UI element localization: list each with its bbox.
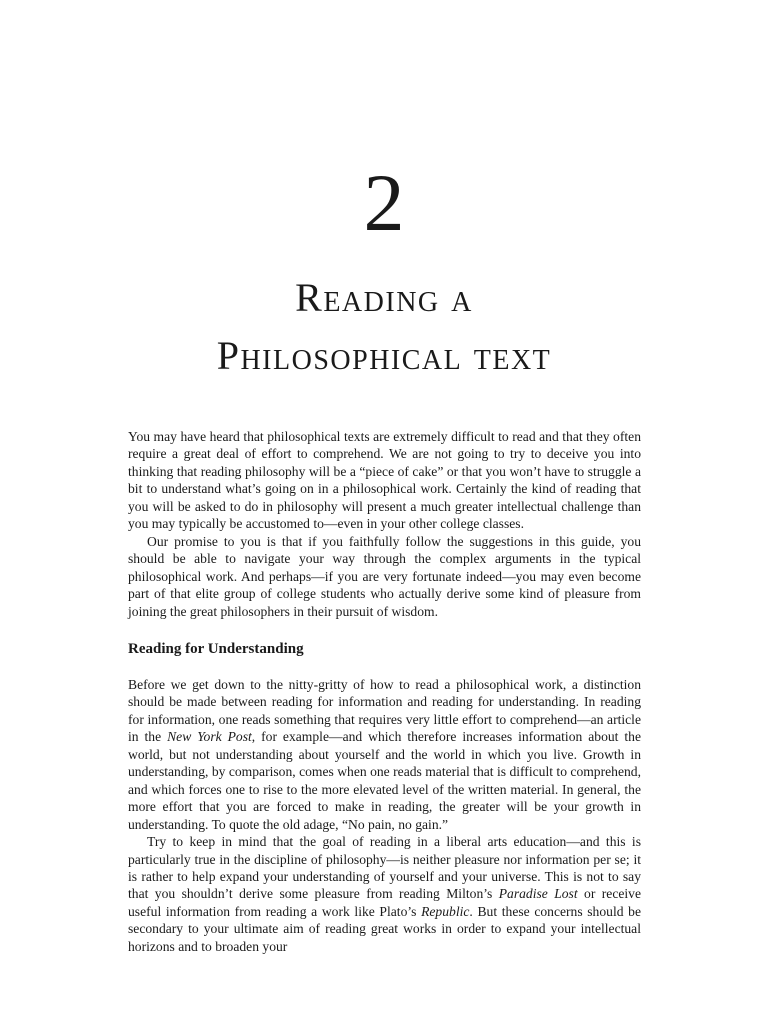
intro-text <box>128 428 641 620</box>
section-heading: Reading for Understanding <box>128 641 304 657</box>
section-p1-text-1: Before we get down to the nitty-gritty of how to read a philosophical work, a distinction should be made between reading for information and reading for understanding. In reading for information, one reads something that requires very little effort to comprehend—an article in the <box>128 677 641 745</box>
intro-paragraph-2: Our promise to you is that if you faithfully follow the suggestions in this guide, you should be able to navigate your way through the complex arguments in the typical philosophical work. And perhaps—if you are very fortunate indeed—you may even become part of that elite group of college students who actually derive some kind of pleasure from joining the great philosophers in their pursuit of wisdom. <box>128 533 641 619</box>
section-text <box>128 676 641 955</box>
section-p2-text-2: or receive useful information from reading a work like Plato’s <box>128 886 642 919</box>
section-p2-text-1: Try to keep in mind that the goal of reading in a liberal arts education—and this is particularly true in the discipline of philosophy—is neither pleasure nor information per se; it is rather to help expand your understanding of yourself and your universe. This is not to say that you shouldn’t derive some pleasure from reading Milton’s <box>128 834 641 902</box>
intro-paragraph-1: You may have heard that philosophical texts are extremely difficult to read and that they often require a great deal of effort to comprehend. We are not going to try to deceive you into thinking that reading philosophy will be a “piece of cake” or that you won’t have to struggle a bit to understand what’s going on in a philosophical work. Certainly the kind of reading that you will be asked to do in philosophy will present a much greater intellectual challenge than you may typically be accustomed to—even in your other college classes. <box>128 429 641 532</box>
chapter-title-line-1: Reading a <box>295 275 473 320</box>
section-p2-text-3: . But these concerns should be secondary to your ultimate aim of reading great works in order to expand your intellectual horizons and to broaden your <box>128 903 641 954</box>
section-p2-italic-2: Republic <box>421 903 470 919</box>
chapter-number: 2 <box>363 157 405 248</box>
section-paragraph-1 <box>128 676 641 833</box>
section-p1-text-2: , for example—and which therefore increases information about the world, but not understanding about yourself and the world in which you live. Growth in understanding, by comparison, comes when one reads material that is difficult to comprehend, and which forces one to rise to the more elevated level of the written material. In general, the more effort that you are forced to make in reading, the greater will be your growth in understanding. To quote the old adage, “No pain, no gain.” <box>128 729 641 832</box>
chapter-title-line-2: Philosophical text <box>216 333 552 378</box>
section-paragraph-2 <box>128 833 641 955</box>
section-p2-italic-1: Paradise Lost <box>498 886 578 902</box>
section-p1-italic-1: New York Post <box>167 729 252 745</box>
